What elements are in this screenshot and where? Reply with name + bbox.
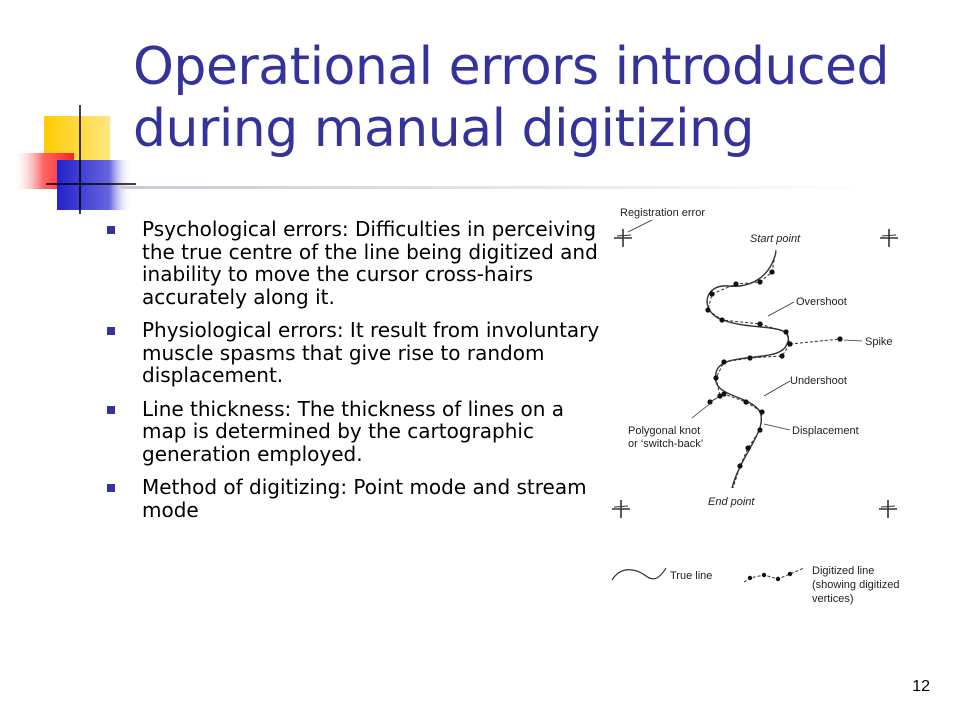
bullet-text: Psychological errors: Difficulties in perceiving the true centre of the line being digitized and inability to move the cursor cross-hairs accurately along it. xyxy=(142,217,598,309)
digitizing-errors-figure xyxy=(600,198,920,630)
page-number: 12 xyxy=(912,678,930,695)
legend-digitized-line-label-2: (showing digitized xyxy=(812,579,900,591)
registration-cross-bottom-left xyxy=(612,500,630,518)
bullet-list xyxy=(104,218,604,532)
polygonal-knot-label-2: or ‘switch-back’ xyxy=(628,438,704,450)
bullet-item xyxy=(104,218,604,308)
true-line-curve xyxy=(707,252,788,488)
bullet-item xyxy=(104,398,604,466)
title-divider xyxy=(118,186,878,189)
polygonal-knot-label: Polygonal knot xyxy=(628,425,701,437)
square-bullet-icon xyxy=(107,327,115,335)
bullet-text: Line thickness: The thickness of lines on a map is determined by the cartographic generation employed. xyxy=(142,396,565,466)
displacement-pointer xyxy=(764,424,790,430)
bullet-text: Method of digitizing: Point mode and stream mode xyxy=(142,475,587,522)
square-bullet-icon xyxy=(107,484,115,492)
spike-pointer xyxy=(844,340,862,341)
registration-cross-top-right xyxy=(880,229,898,247)
overshoot-label: Overshoot xyxy=(796,296,847,308)
legend-digitized-line-label-3: vertices) xyxy=(812,593,854,605)
undershoot-pointer xyxy=(764,381,790,396)
bullet-item xyxy=(104,319,604,387)
undershoot-label: Undershoot xyxy=(790,375,847,387)
square-bullet-icon xyxy=(107,406,115,414)
end-point-label: End point xyxy=(708,496,755,508)
slide-title xyxy=(133,36,933,160)
spike-line xyxy=(790,339,840,344)
start-point-label: Start point xyxy=(750,233,801,245)
slide-title-line-1: Operational errors introduced xyxy=(133,37,890,97)
bullet-item xyxy=(104,476,604,521)
overshoot-pointer xyxy=(768,302,794,316)
slide-title-line-2: during manual digitizing xyxy=(133,99,755,159)
polygonal-knot-pointer xyxy=(692,402,712,418)
registration-error-pointer xyxy=(628,220,652,232)
legend-true-line-sample xyxy=(612,568,666,580)
legend-digitized-line-label: Digitized line xyxy=(812,565,875,577)
registration-cross-bottom-right xyxy=(879,500,897,518)
legend-true-line-label: True line xyxy=(670,570,713,582)
deco-blue-square xyxy=(57,160,132,210)
square-bullet-icon xyxy=(107,226,115,234)
spike-label: Spike xyxy=(865,336,893,348)
bullet-text: Physiological errors: It result from involuntary muscle spasms that give rise to random displacement. xyxy=(142,318,600,387)
registration-error-label: Registration error xyxy=(620,207,705,219)
decorative-corner-squares xyxy=(0,0,140,230)
legend-digitized-line-sample xyxy=(744,568,804,582)
displacement-label: Displacement xyxy=(792,425,859,437)
